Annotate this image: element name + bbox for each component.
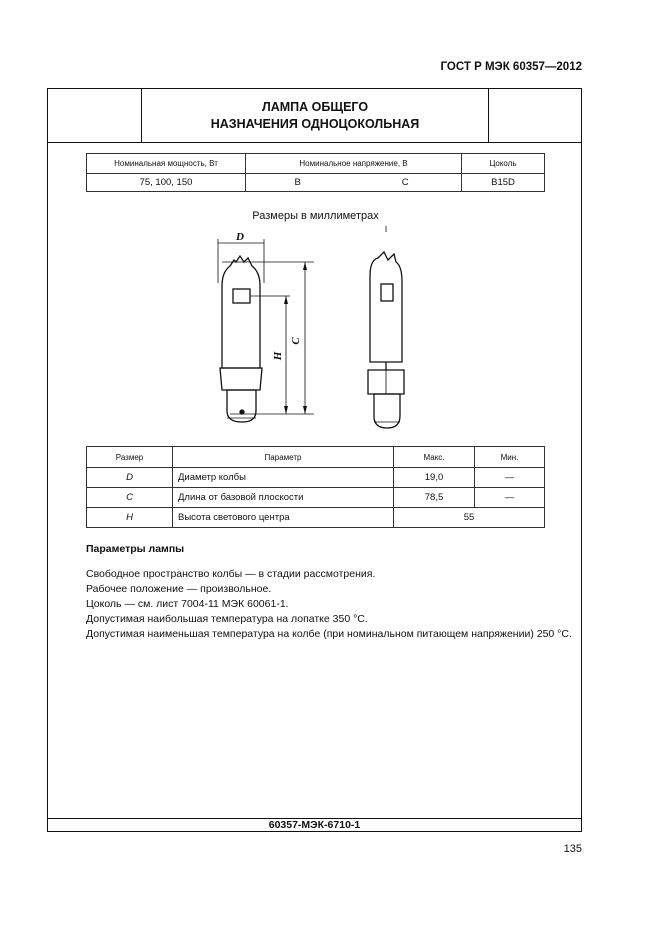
power-value: 75, 100, 150 xyxy=(87,174,246,192)
col-header-voltage: Номинальное напряжение, В xyxy=(246,154,462,174)
sheet-title: ЛАМПА ОБЩЕГО НАЗНАЧЕНИЯ ОДНОЦОКОЛЬНАЯ xyxy=(210,100,420,131)
cap-value: B15D xyxy=(462,174,545,192)
lamp-drawing xyxy=(160,136,420,436)
standard-designation: ГОСТ Р МЭК 60357—2012 xyxy=(440,61,582,73)
col-header-param: Параметр xyxy=(173,447,394,468)
parameter-line: Цоколь — см. лист 7004-11 МЭК 60061-1. xyxy=(86,598,289,610)
dim-label-d: D xyxy=(236,231,244,243)
col-header-power: Номинальная мощность, Вт xyxy=(87,154,246,174)
col-header-cap: Цоколь xyxy=(462,154,545,174)
voltage-b-value: B xyxy=(246,174,350,192)
parameters-heading: Параметры лампы xyxy=(86,543,185,555)
col-header-dim: Размер xyxy=(87,447,173,468)
lamp-parameters xyxy=(86,542,572,642)
parameter-line: Свободное пространство колбы — в стадии рассмотрения. xyxy=(86,568,376,580)
voltage-c-value: C xyxy=(349,174,461,192)
dim-label-c: C xyxy=(290,337,302,345)
col-header-max: Макс. xyxy=(394,447,475,468)
title-block xyxy=(48,89,581,143)
lamp-outline-side xyxy=(368,226,404,428)
parameter-line: Рабочее положение — произвольное. xyxy=(86,583,272,595)
dimensions-table xyxy=(86,446,545,528)
col-header-min: Мин. xyxy=(475,447,545,468)
parameter-line: Допустимая наименьшая температура на колбе (при номинальном питающем напряжении) 250 °С. xyxy=(86,628,572,640)
dim-label-h: H xyxy=(272,351,284,361)
table-row: C Длина от базовой плоскости 78,5 — xyxy=(87,488,545,508)
table-row: H Высота светового центра 55 xyxy=(87,508,545,528)
dimensions-caption: Размеры в миллиметрах xyxy=(252,210,379,222)
sheet-number: 60357-МЭК-6710-1 xyxy=(48,818,581,831)
table-row: D Диаметр колбы 19,0 — xyxy=(87,468,545,488)
parameter-line: Допустимая наибольшая температура на лопатке 350 °С. xyxy=(86,613,368,625)
page-number: 135 xyxy=(563,843,582,855)
lamp-outline-dimensioned xyxy=(218,239,314,422)
